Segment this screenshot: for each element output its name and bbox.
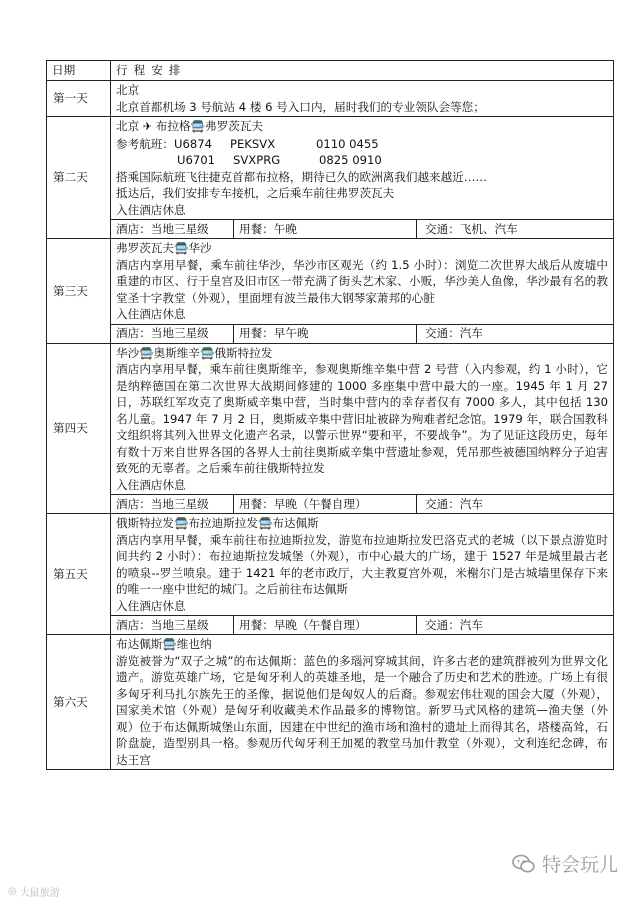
hotel-info: 酒店：当地三星级: [111, 220, 234, 238]
meal-info: 用餐：早晚（午餐自理）: [234, 495, 417, 513]
description: 酒店内享用早餐，乘车前往布拉迪斯拉发，游览布拉迪斯拉发巴洛克式的老城（以下景点游览时间共约 2 小时）：布拉迪斯拉发城堡（外观），市中心最大的广场，建于 1527 年是城里最古老的喷泉--罗兰喷泉。建于 1421 年的老市政厅，大主教夏宫外观，米榭尔门是古城墙里保存下来的唯一一座中世纪的城门。之后前往布达佩斯: [116, 532, 608, 596]
day-content: [111, 514, 614, 616]
day-content: [111, 343, 614, 495]
info-cell: [111, 495, 614, 514]
day-content: [111, 239, 614, 325]
route-line: 北京 ✈ 布拉格🚍弗罗茨瓦夫: [116, 119, 264, 133]
schedule-header: 行程安排: [111, 61, 614, 81]
route-line: 弗罗茨瓦夫🚍华沙: [116, 241, 212, 255]
meal-info: 用餐：早晚（午餐自理）: [234, 616, 417, 634]
route-line: 华沙🚍奥斯维辛🚍俄斯特拉发: [116, 345, 273, 360]
description: 酒店内享用早餐，乘车前往华沙，华沙市区观光（约 1.5 小时）：浏览二次世界大战后从废墟中重建的市区、行于皇宫及旧市区一带充满了街头艺术家、小贩，华沙美人鱼像，华沙最有名的教堂圣十字教堂（外观），里面埋有波兰最伟大钢琴家萧邦的心脏: [116, 257, 608, 305]
flight-number: U6874: [173, 136, 212, 151]
wechat-icon: [512, 853, 536, 875]
description: 游览被誉为“双子之城”的布达佩斯：蓝色的多瑙河穿城其间，许多古老的建筑群被列为世界文化遗产。游览英雄广场，它是匈牙利人的英雄圣地，是一个融合了历史和艺术的胜迹。广场上有很多匈牙利马扎尔族先王的圣像，据说他们是匈奴人的后裔。参观宏伟壮观的国会大厦（外观），国家美术馆（外观）是匈牙利收藏美术作品最多的博物馆。新罗马式风格的建筑—渔夫堡（外观）位于布达佩斯城堡山东面，因建在中世纪的渔市场和渔村的遗址上而得其名，塔楼高耸，石阶盘旋，造型别具一格。参观历代匈牙利王加冕的教堂马加什教堂（外观），文利连纪念碑，布达王宫: [116, 653, 608, 767]
hotel-info: 酒店：当地三星级: [111, 495, 234, 513]
text-line: 北京首都机场 3 号航站 4 楼 6 号入口内，届时我们的专业领队会等您；: [116, 99, 485, 114]
day-content: [111, 635, 614, 770]
flight-route: SVXPRG: [233, 153, 281, 167]
transport-info: 交通：飞机、汽车: [425, 221, 518, 236]
day-label: 第二天: [47, 117, 111, 239]
text-line: 入住酒店休息: [116, 307, 186, 321]
info-row: [47, 220, 614, 239]
transport-info: 交通：汽车: [425, 496, 483, 511]
flight-number: U6701: [177, 153, 215, 167]
text-line: 搭乘国际航班飞往捷克首都布拉格，期待已久的欧洲离我们越来越近……: [116, 169, 488, 184]
info-row: [47, 616, 614, 635]
day-label: 第三天: [47, 239, 111, 344]
flight-route: PEKSVX: [229, 136, 276, 151]
watermark-left: ◎ 大鼠旅游: [8, 886, 60, 899]
day-row: [47, 81, 614, 117]
day-label: 第一天: [47, 81, 111, 117]
text-line: 入住酒店休息: [116, 477, 186, 492]
route-line: 俄斯特拉发🚍布拉迪斯拉发🚍布达佩斯: [116, 516, 319, 530]
watermark-right: 特会玩儿: [512, 850, 618, 877]
hotel-info: 酒店：当地三星级: [111, 616, 234, 634]
plane-icon: ✈: [142, 120, 153, 133]
transport-info: 交通：汽车: [425, 617, 483, 632]
info-row: [47, 495, 614, 514]
bus-icon: 🚍: [190, 119, 206, 133]
info-cell: [111, 616, 614, 635]
info-cell: [111, 220, 614, 239]
info-row: [47, 324, 614, 343]
day-row: [47, 514, 614, 616]
text-line: 入住酒店休息: [116, 598, 186, 613]
itinerary-table: [46, 60, 614, 770]
day-row: [47, 343, 614, 495]
transport-info: 交通：汽车: [425, 326, 483, 341]
text-line: 抵达后，我们安排专车接机，之后乘车前往弗罗茨瓦夫: [116, 186, 395, 200]
header-row: [47, 61, 614, 81]
text-line: 入住酒店休息: [116, 202, 186, 217]
text-line: 北京: [116, 83, 140, 97]
hotel-info: 酒店：当地三星级: [111, 325, 234, 343]
flight-row: [116, 136, 608, 153]
day-label: 第六天: [47, 635, 111, 770]
flight-time: 0825 0910: [319, 153, 382, 167]
route-line: 布达佩斯🚍维也纳: [116, 637, 212, 651]
day-label: 第五天: [47, 514, 111, 635]
info-cell: [111, 324, 614, 343]
day-content: [111, 117, 614, 220]
day-row: [47, 239, 614, 325]
day-row: [47, 117, 614, 220]
day-label: 第四天: [47, 343, 111, 514]
day-content: [111, 81, 614, 117]
ref-flight-label: 参考航班：: [116, 136, 174, 151]
meal-info: 用餐：午晚: [234, 220, 417, 238]
weibo-icon: ◎: [8, 886, 17, 897]
day-row: [47, 635, 614, 770]
flight-time: 0110 0455: [315, 136, 379, 151]
date-header: 日期: [47, 61, 111, 81]
meal-info: 用餐：早午晚: [234, 325, 417, 343]
flight-row: [116, 152, 608, 169]
description: 酒店内享用早餐，乘车前往奥斯维辛，参观奥斯维辛集中营 2 号营（入内参观，约 1 小时），它是纳粹德国在第二次世界大战期间修建的 1000 多座集中营中最大的一座。1945 年 1 月 27 日，苏联红军攻克了奥斯威辛集中营，当时集中营内的幸存者仅有 7000 多人，其中包括 130 名儿童。1947 年 7 月 2 日，奥斯威辛集中营旧址被辟为殉难者纪念馆。1979 年，联合国教科文组织将其列入世界文化遗产名录，以警示世界“要和平，不要战争”。为了见证这段历史，每年有数十万来自世界各国的各界人士前往奥斯威辛集中营遗址参观，凭吊那些被德国纳粹分子迫害致死的无辜者。之后乘车前往俄斯特拉发: [116, 362, 608, 475]
